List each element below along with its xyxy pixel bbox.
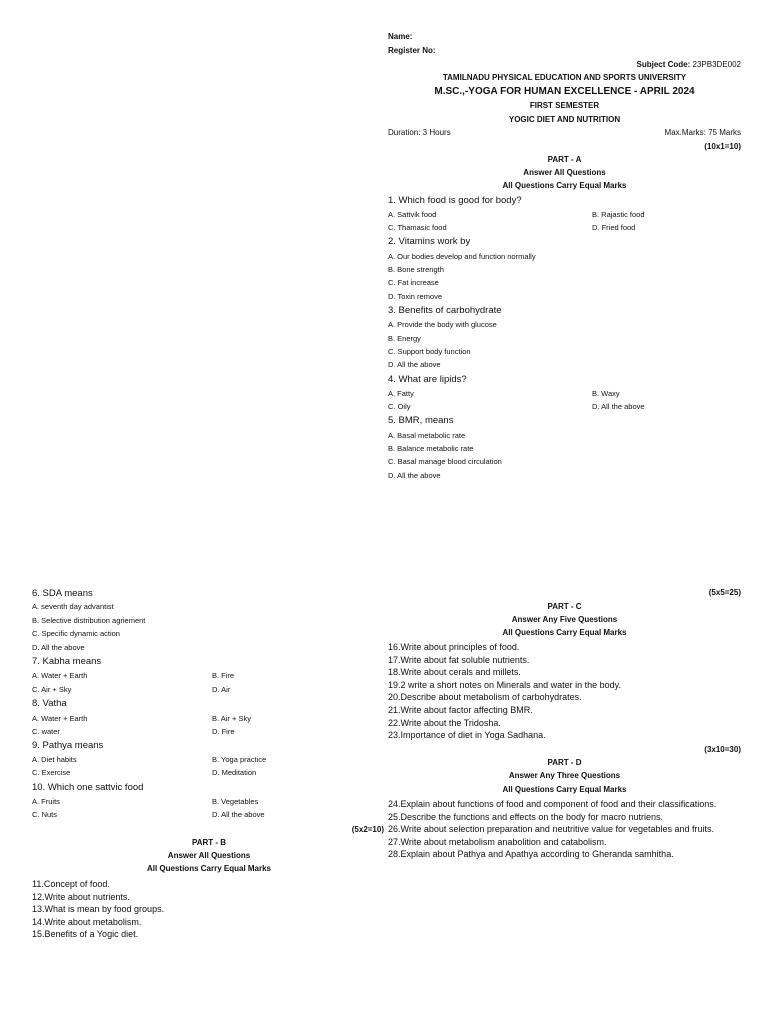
q4-option-b: B. Waxy: [592, 389, 620, 398]
q9-option-b: B. Yoga practice: [212, 755, 267, 764]
name-label: Name:: [388, 32, 413, 41]
part-c-instruction-2: All Questions Carry Equal Marks: [502, 628, 627, 637]
part-d-instruction-2: All Questions Carry Equal Marks: [502, 785, 627, 794]
question-18: 18.Write about cerals and millets.: [388, 667, 521, 678]
question-26: 26.Write about selection preparation and neutritive value for vegetables and fruits.: [388, 824, 715, 835]
subject-code-label: Subject Code:: [636, 60, 691, 69]
q6-option-b: B. Selective distribution agriement: [32, 616, 146, 625]
part-d-marks: (3x10=30): [704, 745, 741, 754]
question-19: 19.2 write a short notes on Minerals and water in the body.: [388, 679, 621, 690]
q8-option-d: D. Fire: [212, 727, 235, 736]
q10-option-b: B. Vegetables: [212, 797, 259, 806]
question-22: 22.Write about the Tridosha.: [388, 717, 501, 728]
subject-code-value: 23PB3DE002: [692, 60, 741, 69]
question-7: 7. Kabha means: [32, 656, 102, 667]
q3-option-b: B. Energy: [388, 334, 421, 343]
q1-option-d: D. Fried food: [592, 223, 636, 232]
q6-option-a: A. seventh day advantist: [32, 602, 114, 611]
part-b-questions: [32, 878, 164, 941]
q2-option-a: A. Our bodies develop and function normally: [388, 252, 536, 261]
q5-option-d: D. All the above: [388, 471, 441, 480]
question-9: 9. Pathya means: [32, 740, 104, 751]
question-24: 24.Explain about functions of food and component of food and their classifications.: [388, 799, 717, 809]
question-10: 10. Which one sattvic food: [32, 782, 144, 793]
part-c-instruction-1: Answer Any Five Questions: [511, 615, 618, 624]
q1-option-b: B. Rajastic food: [592, 210, 645, 219]
semester: FIRST SEMESTER: [529, 101, 600, 110]
q8-option-a: A. Water + Earth: [32, 714, 88, 723]
question-13: 13.What is mean by food groups.: [32, 904, 165, 915]
question-14: 14.Write about metabolism.: [32, 916, 142, 927]
q5-option-b: B. Balance metabolic rate: [388, 444, 474, 453]
question-4: 4. What are lipids?: [388, 374, 467, 385]
part-b-instruction-2: All Questions Carry Equal Marks: [146, 864, 272, 873]
part-d-questions: [388, 798, 716, 861]
q4-option-d: D. All the above: [592, 402, 645, 411]
q3-option-c: C. Support body function: [388, 347, 471, 356]
part-c-questions: [388, 641, 621, 742]
q3-option-d: D. All the above: [388, 360, 441, 369]
q4-option-a: A. Fatty: [388, 389, 414, 398]
question-8: 8. Vatha: [32, 698, 67, 709]
exam-title: M.SC.,-YOGA FOR HUMAN EXCELLENCE - APRIL 2024: [434, 86, 695, 97]
question-1: 1. Which food is good for body?: [388, 195, 522, 206]
question-6: 6. SDA means: [32, 588, 93, 599]
part-b-marks: (5x2=10): [351, 825, 384, 834]
part-c-title: PART - C: [547, 602, 582, 611]
part-b-instruction-1: Answer All Questions: [167, 851, 251, 860]
q10-option-d: D. All the above: [212, 810, 265, 819]
q7-option-d: D. Air: [212, 685, 231, 694]
q2-option-c: C. Fat increase: [388, 278, 439, 287]
question-5: 5. BMR, means: [388, 415, 454, 426]
q4-option-c: C. Oily: [388, 402, 411, 411]
part-a-title: PART - A: [547, 155, 582, 164]
q9-option-a: A. Diet habits: [32, 755, 77, 764]
q6-option-d: D. All the above: [32, 643, 85, 652]
q7-option-c: C. Air + Sky: [32, 685, 72, 694]
q10-option-a: A. Fruits: [32, 797, 60, 806]
q6-option-c: C. Specific dynamic action: [32, 629, 120, 638]
q9-option-d: D. Meditation: [212, 768, 257, 777]
part-b-title: PART - B: [191, 838, 227, 847]
course-title: YOGIC DIET AND NUTRITION: [508, 115, 621, 124]
q5-option-a: A. Basal metabolic rate: [388, 431, 466, 440]
q1-option-a: A. Sattvik food: [388, 210, 437, 219]
part-a-instruction-2: All Questions Carry Equal Marks: [502, 181, 627, 190]
q8-option-b: B. Air + Sky: [212, 714, 251, 723]
register-label: Register No:: [388, 46, 436, 55]
max-marks: Max.Marks: 75 Marks: [664, 128, 741, 137]
duration: Duration: 3 Hours: [388, 128, 451, 137]
question-17: 17.Write about fat soluble nutrients.: [388, 654, 530, 665]
university-name: TAMILNADU PHYSICAL EDUCATION AND SPORTS UNIVERSITY: [442, 73, 687, 82]
question-27: 27.Write about metabolism anabolition and catabolism.: [388, 836, 607, 847]
q9-option-c: C. Exercise: [32, 768, 71, 777]
q8-option-c: C. water: [32, 727, 60, 736]
q2-option-d: D. Toxin remove: [388, 292, 443, 301]
question-20: 20.Describe about metabolism of carbohydrates.: [388, 692, 582, 703]
q1-option-c: C. Thamasic food: [388, 223, 447, 232]
question-25: 25.Describe the functions and effects on the body for macro nutriens.: [388, 811, 663, 822]
q10-option-c: C. Nuts: [32, 810, 58, 819]
question-21: 21.Write about factor affecting BMR.: [388, 704, 533, 715]
question-3: 3. Benefits of carbohydrate: [388, 305, 502, 316]
part-d-instruction-1: Answer Any Three Questions: [508, 771, 621, 780]
question-2: 2. Vitamins work by: [388, 236, 471, 247]
q3-option-a: A. Provide the body with glucose: [388, 320, 497, 329]
subject-code: [637, 60, 742, 70]
question-12: 12.Write about nutrients.: [32, 891, 130, 902]
part-c-marks: (5x5=25): [708, 588, 741, 597]
q7-option-b: B. Fire: [212, 671, 235, 680]
question-23: 23.Importance of diet in Yoga Sadhana.: [388, 730, 546, 741]
q5-option-c: C. Basal manage blood circulation: [388, 457, 502, 466]
part-d-title: PART - D: [547, 758, 582, 767]
question-15: 15.Benefits of a Yogic diet.: [32, 929, 139, 940]
question-11: 11.Concept of food.: [32, 879, 110, 889]
part-a-instruction-1: Answer All Questions: [523, 168, 606, 177]
q7-option-a: A. Water + Earth: [32, 671, 88, 680]
q2-option-b: B. Bone strength: [388, 265, 444, 274]
question-16: 16.Write about principles of food.: [388, 642, 520, 652]
part-a-marks: (10x1=10): [704, 142, 741, 151]
question-28: 28.Explain about Pathya and Apathya according to Gheranda samhitha.: [388, 849, 674, 860]
